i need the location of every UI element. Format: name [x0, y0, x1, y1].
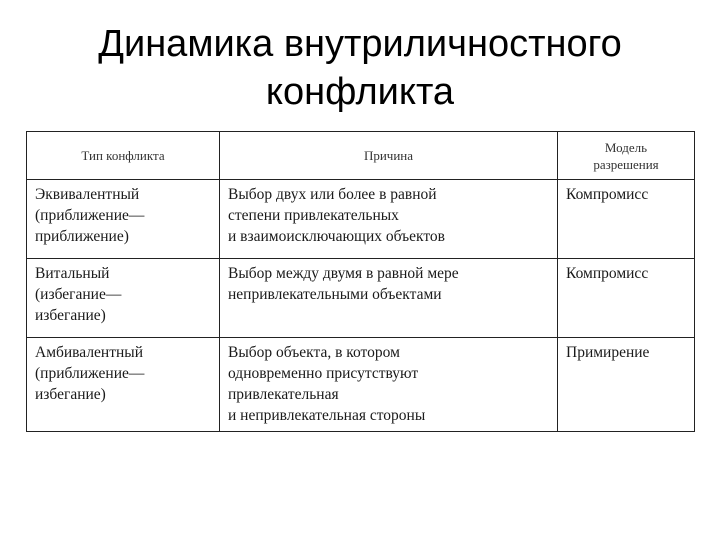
cell-line: Выбор объекта, в котором — [228, 344, 400, 361]
cell-line: степени привлекательных — [228, 207, 399, 224]
header-model-line-2: разрешения — [593, 156, 659, 172]
cell-line: (избегание— — [35, 286, 122, 303]
cell-conflict-type — [27, 338, 220, 432]
cell-line: Компромисс — [566, 265, 649, 282]
table-row — [27, 180, 695, 259]
cell-line: и непривлекательная стороны — [228, 407, 426, 424]
cell-line: Эквивалентный — [35, 186, 140, 203]
cell-line: одновременно присутствуют — [228, 365, 419, 382]
cell-resolution-model — [558, 259, 695, 338]
header-conflict-type: Тип конфликта — [27, 132, 220, 180]
slide-title — [0, 20, 720, 116]
cell-line: Примирение — [566, 344, 650, 361]
cell-line: привлекательная — [228, 386, 339, 403]
header-model-line-1: Модель — [604, 139, 648, 155]
cell-resolution-model — [558, 180, 695, 259]
cell-line: Компромисс — [566, 186, 649, 203]
header-resolution-model — [558, 132, 695, 180]
table-row — [27, 338, 695, 432]
cell-line: Выбор двух или более в равной — [228, 186, 437, 203]
cell-cause — [220, 259, 558, 338]
cell-line: Витальный — [35, 265, 110, 282]
cell-line: приближение) — [35, 228, 129, 245]
cell-conflict-type — [27, 259, 220, 338]
slide-title-line-2: конфликта — [265, 71, 455, 113]
cell-line: избегание) — [35, 307, 106, 324]
table-header-row — [27, 132, 695, 180]
cell-cause — [220, 338, 558, 432]
cell-line: избегание) — [35, 386, 106, 403]
cell-conflict-type — [27, 180, 220, 259]
cell-cause — [220, 180, 558, 259]
cell-line: (приближение— — [35, 365, 145, 382]
cell-resolution-model — [558, 338, 695, 432]
cell-line: непривлекательными объектами — [228, 286, 442, 303]
header-cause: Причина — [220, 132, 558, 180]
conflict-table — [26, 131, 695, 432]
table-row — [27, 259, 695, 338]
cell-line: (приближение— — [35, 207, 145, 224]
cell-line: Амбивалентный — [35, 344, 144, 361]
cell-line: Выбор между двумя в равной мере — [228, 265, 459, 282]
cell-line: и взаимоисключающих объектов — [228, 228, 445, 245]
slide-title-line-1: Динамика внутриличностного — [98, 23, 622, 65]
